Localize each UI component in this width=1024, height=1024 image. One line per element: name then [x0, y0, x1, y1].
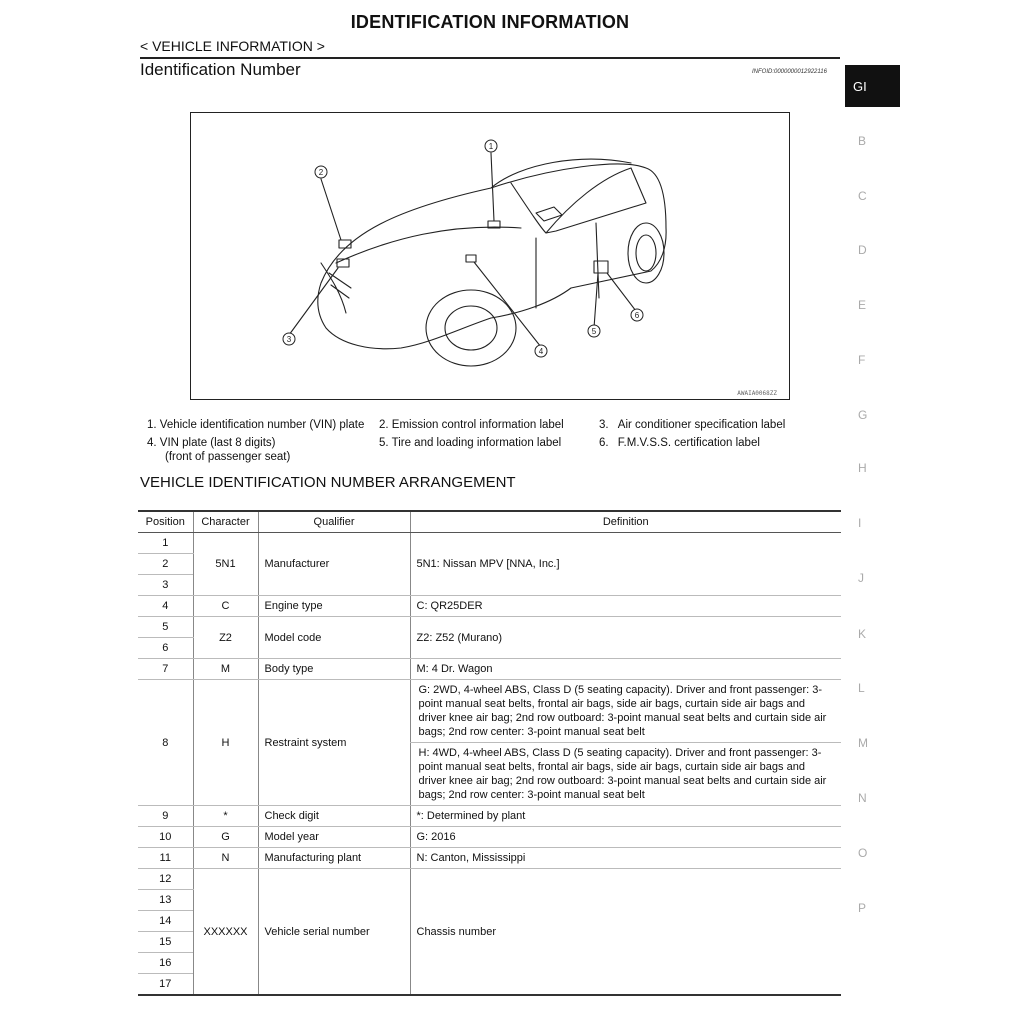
character-cell: H [193, 680, 258, 806]
qualifier-cell: Body type [258, 659, 410, 680]
legend-num: 4. [147, 437, 157, 449]
position-cell: 8 [138, 680, 193, 806]
tab-j[interactable]: J [858, 571, 864, 585]
position-cell: 10 [138, 827, 193, 848]
character-cell: * [193, 806, 258, 827]
position-cell: 9 [138, 806, 193, 827]
table-row [138, 869, 841, 890]
position-cell: 6 [138, 638, 193, 659]
character-cell: G [193, 827, 258, 848]
character-cell: 5N1 [193, 533, 258, 596]
tab-d[interactable]: D [858, 243, 867, 257]
front-wheel [426, 290, 516, 366]
qualifier-cell: Engine type [258, 596, 410, 617]
definition-cell: 5N1: Nissan MPV [NNA, Inc.] [410, 533, 841, 596]
leader-6 [607, 273, 636, 311]
legend-num: 1. [147, 419, 157, 431]
callout-2: 2 [318, 168, 324, 177]
legend-num: 5. [379, 437, 389, 449]
legend-item-1 [147, 418, 364, 432]
callout-6: 6 [634, 311, 640, 320]
position-cell: 12 [138, 869, 193, 890]
vehicle-figure [190, 112, 790, 400]
position-cell: 4 [138, 596, 193, 617]
tab-n[interactable]: N [858, 791, 867, 805]
table-row [138, 680, 841, 743]
position-cell: 16 [138, 953, 193, 974]
legend-item-4 [147, 436, 290, 464]
callout-1: 1 [488, 142, 494, 151]
legend-text: Vehicle identification number (VIN) plate [159, 419, 365, 431]
tab-m[interactable]: M [858, 736, 868, 750]
header-divider [140, 57, 840, 59]
sub-title: Identification Number [140, 60, 301, 79]
position-cell: 3 [138, 575, 193, 596]
label-4-plate [466, 255, 476, 262]
qualifier-cell: Model code [258, 617, 410, 659]
rear-wheel-inner [636, 235, 656, 271]
position-cell: 1 [138, 533, 193, 554]
position-cell: 13 [138, 890, 193, 911]
qualifier-cell: Restraint system [258, 680, 410, 806]
tab-f[interactable]: F [858, 353, 866, 367]
tab-l[interactable]: L [858, 681, 865, 695]
info-id: INFOID:0000000012922116 [752, 69, 827, 75]
legend-text: Air conditioner specification label [617, 419, 786, 431]
position-cell: 17 [138, 974, 193, 996]
legend-text-2: (front of passenger seat) [165, 451, 291, 463]
definition-cell: M: 4 Dr. Wagon [410, 659, 841, 680]
label-5-6-plate [594, 261, 608, 273]
tab-b[interactable]: B [858, 134, 867, 148]
qualifier-cell: Manufacturing plant [258, 848, 410, 869]
character-cell: M [193, 659, 258, 680]
leader-4 [474, 262, 541, 347]
header-definition: Definition [410, 511, 841, 533]
character-cell: N [193, 848, 258, 869]
position-cell: 2 [138, 554, 193, 575]
tab-e[interactable]: E [858, 298, 867, 312]
table-row [138, 806, 841, 827]
legend-item-2 [379, 418, 564, 432]
legend-item-5 [379, 436, 561, 450]
tab-gi[interactable]: GI [845, 65, 900, 107]
callout-3: 3 [286, 335, 292, 344]
position-cell: 14 [138, 911, 193, 932]
legend-text: VIN plate (last 8 digits) [159, 437, 276, 449]
tab-p[interactable]: P [858, 901, 867, 915]
callout-5: 5 [591, 327, 597, 336]
qualifier-cell: Manufacturer [258, 533, 410, 596]
character-cell: XXXXXX [193, 869, 258, 996]
position-cell: 15 [138, 932, 193, 953]
table-row [138, 617, 841, 638]
legend-num: 6. [599, 437, 609, 449]
car-door-line [536, 223, 599, 308]
tab-c[interactable]: C [858, 189, 867, 203]
qualifier-cell: Model year [258, 827, 410, 848]
legend-num: 2. [379, 419, 389, 431]
table-row [138, 533, 841, 554]
position-cell: 5 [138, 617, 193, 638]
character-cell: C [193, 596, 258, 617]
rear-wheel [628, 223, 664, 283]
character-cell: Z2 [193, 617, 258, 659]
tab-o[interactable]: O [858, 846, 868, 860]
header-position: Position [138, 511, 193, 533]
legend-item-3 [599, 418, 785, 432]
table-row [138, 596, 841, 617]
tab-i[interactable]: I [858, 516, 862, 530]
page-title: IDENTIFICATION INFORMATION [350, 12, 630, 32]
vehicle-illustration [191, 113, 788, 398]
leader-2 [321, 179, 341, 240]
definition-cell: Chassis number [410, 869, 841, 996]
definition-cell: Z2: Z52 (Murano) [410, 617, 841, 659]
tab-g[interactable]: G [858, 408, 868, 422]
car-windshield [511, 183, 546, 233]
vin-table [138, 510, 841, 996]
header-qualifier: Qualifier [258, 511, 410, 533]
definition-cell: G: 2WD, 4-wheel ABS, Class D (5 seating capacity). Driver and front passenger: 3-point manual seat belts, frontal air bags, side air bags, curtain side air bags and driver knee air bag; 2nd row outboard: 3-point manual seat belts and curtain side air bags; 2nd row center: 3-point manual seat belt [410, 680, 841, 743]
car-hood-line [336, 227, 521, 263]
position-cell: 7 [138, 659, 193, 680]
legend-text: Tire and loading information label [391, 437, 562, 449]
table-row [138, 659, 841, 680]
definition-cell: C: QR25DER [410, 596, 841, 617]
table-row [138, 827, 841, 848]
callout-4: 4 [538, 347, 544, 356]
legend-text: Emission control information label [391, 419, 564, 431]
table-row [138, 848, 841, 869]
header-character: Character [193, 511, 258, 533]
legend-item-6 [599, 436, 760, 450]
table-header-row [138, 511, 841, 533]
leader-3 [289, 268, 338, 335]
definition-cell: *: Determined by plant [410, 806, 841, 827]
car-body-outline [318, 164, 666, 349]
position-cell: 11 [138, 848, 193, 869]
qualifier-cell: Vehicle serial number [258, 869, 410, 996]
tab-h[interactable]: H [858, 461, 867, 475]
leader-5 [594, 273, 598, 328]
qualifier-cell: Check digit [258, 806, 410, 827]
section-label: < VEHICLE INFORMATION > [140, 38, 325, 54]
definition-cell: H: 4WD, 4-wheel ABS, Class D (5 seating capacity). Driver and front passenger: 3-point manual seat belts, frontal air bags, side air bags, curtain side air bags and driver knee air bag; 2nd row outboard: 3-point manual seat belts and curtain side air bags; 2nd row center: 3-point manual seat belt [410, 743, 841, 806]
front-wheel-inner [445, 306, 497, 350]
definition-cell: G: 2016 [410, 827, 841, 848]
figure-code: AWAIA0068ZZ [737, 390, 777, 397]
legend-text: F.M.V.S.S. certification label [617, 437, 760, 449]
legend-num: 3. [599, 419, 609, 431]
definition-cell: N: Canton, Mississippi [410, 848, 841, 869]
tab-k[interactable]: K [858, 627, 867, 641]
vin-section-title: VEHICLE IDENTIFICATION NUMBER ARRANGEMENT [140, 474, 516, 491]
